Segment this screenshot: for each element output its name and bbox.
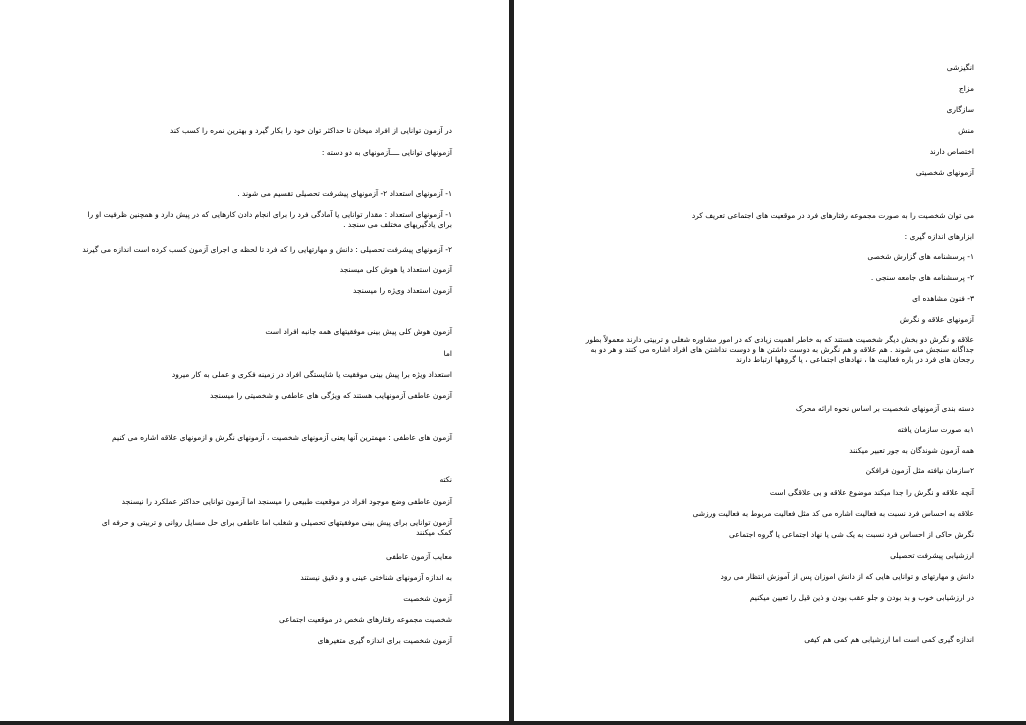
text-line: نکته — [439, 475, 452, 484]
text-line: آزمون های عاطفی : مهمترین آنها یعنی آزمونهای شخصیت ، آزمونهای نگرش و ازمونهای علاقه اشاره می کنیم — [111, 433, 452, 442]
text-line: مزاج — [958, 84, 974, 93]
text-line: علاقه و نگرش دو بخش دیگر شخصیت هستند که به خاطر اهمیت زیادی که در امور مشاوره شغلی و تربیتی دارند معمولاً بطور جداگانه سنجش می شوند . هم علاقه و هم نگرش به دوست داشتن ها و دوست نداشتن های افراد اشاره می کنند و هر دو به رجحان های فرد در باره فعالیت ها ، نهادهای اجتماعی ، یا گروهها ارتباط دارند — [585, 335, 974, 364]
text-line: شخصیت مجموعه رفتارهای شخص در موقعیت اجتماعی — [279, 615, 452, 624]
text-line: ارزشیابی پیشرفت تحصیلی — [890, 551, 974, 560]
text-line: آنچه علاقه و نگرش را جدا میکند موضوع علاقه و بی علاقگی است — [769, 488, 974, 497]
text-line: آزمونهای شخصیتی — [915, 168, 974, 177]
text-line: ۳- فنون مشاهده ای — [912, 294, 974, 303]
text-line: ۲- آزمونهای پیشرفت تحصیلی : دانش و مهارتهایی را که فرد تا لحظه ی اجرای آزمون کسب کرده است اندازه می گیرند — [82, 245, 452, 254]
text-line: آزمونهای توانایی ــــآزمونهای به دو دسته : — [321, 148, 452, 157]
document-page-right — [514, 0, 1026, 721]
text-line: به اندازه آزمونهای شناختی عینی و و دقیق نیستند — [300, 573, 452, 582]
text-line: اختصاص دارند — [929, 147, 974, 156]
text-line: همه آزمون شوندگان به جور تعبیر میکنند — [849, 446, 974, 455]
text-line: انگیزشی — [946, 63, 974, 72]
text-line: آزمون عاطفی وضع موجود افراد در موقعیت طبیعی را میسنجد اما آزمون توانایی حداکثر عملکرد را نیسنجد — [121, 497, 452, 506]
text-line: آزمون استعداد وی‌ژه را میسنجد — [352, 286, 452, 295]
text-line: در ارزشیابی خوب و بد بودن و جلو عقب بودن و ذین قیل را تعیین میکنیم — [749, 593, 974, 602]
text-line: ۱- آزمونهای استعداد ۲- آزمونهای پیشرفت تحصیلی تقسیم می شوند . — [237, 189, 452, 198]
text-line: دسته بندی آزمونهای شخصیت بر اساس نحوه ارائه محرک — [795, 404, 974, 413]
text-line: ۱به صورت سازمان یافته — [897, 425, 974, 434]
text-line: دانش و مهارتهای و توانایی هایی که از دانش اموزان پس از آموزش انتظار می رود — [720, 572, 974, 581]
text-line: اما — [443, 349, 452, 358]
text-line: آزمون هوش کلی پیش بینی موفقیتهای همه جانبه افراد است — [265, 327, 452, 336]
text-line: ۲سازمان نیافته مثل آزمون فرافکن — [865, 466, 974, 475]
text-line: می توان شخصیت را به صورت مجموعه رفتارهای فرد در موقعیت های اجتماعی تعریف کرد — [691, 211, 974, 220]
text-line: سازگاری — [946, 105, 974, 114]
text-line: آزمونهای علاقه و نگرش — [899, 315, 974, 324]
text-line: معایب آزمون عاطفی — [385, 552, 452, 561]
text-line: آزمون عاطفی آزمونهایب هستند که ویژگی های عاطفی و شخصیتی را میسنجد — [210, 391, 452, 400]
text-line: ۱- پرسشنامه های گزارش شخصی — [867, 252, 974, 261]
text-line: استعداد ویژه برا پیش بینی موفقیت یا شایستگی افراد در زمینه فکری و عملی به کار میرود — [171, 370, 452, 379]
text-line: آزمون شخصیت برای اندازه گیری متغیرهای — [317, 636, 452, 645]
text-line: آزمون شخصیت — [403, 594, 452, 603]
text-line: ۲- پرسشنامه های جامعه سنجی . — [870, 273, 974, 282]
text-line: علاقه به احساس فرد نسبت به فعالیت اشاره می کد مثل فعالیت مربوط به فعالیت ورزشی — [692, 509, 974, 518]
text-line: ۱- آزمونهای استعداد : مقدار توانایی یا آمادگی فرد را برای انجام دادن کارهایی که در پیش دارد و همچنین ظرفیت او را برای یادگیریهای مختلف می سنجد . — [87, 210, 452, 229]
text-line: آزمون استعداد یا هوش کلی میسنجد — [339, 265, 452, 274]
text-line: اندازه گیری کمی است اما ارزشیابی هم کمی هم کیفی — [804, 635, 974, 644]
text-line: در آزمون توانایی از افراد میخان تا حداکثر توان خود را بکار گیرد و بهترین نمره را کسب کند — [169, 126, 452, 135]
text-line: آزمون توانایی برای پیش بینی موفقیتهای تحصیلی و شغلب اما عاطفی برای حل مسایل روانی و تربیتی و حرفه ای کمک میکنند — [101, 518, 452, 537]
text-line: منش — [958, 126, 974, 135]
text-line: نگرش حاکی از احساس فرد نسبت به یک شی یا نهاد اجتماعی یا گروه اجتماعی — [729, 530, 974, 539]
document-page-left — [0, 0, 509, 721]
text-line: ابزارهای اندازه گیری : — [904, 232, 974, 241]
